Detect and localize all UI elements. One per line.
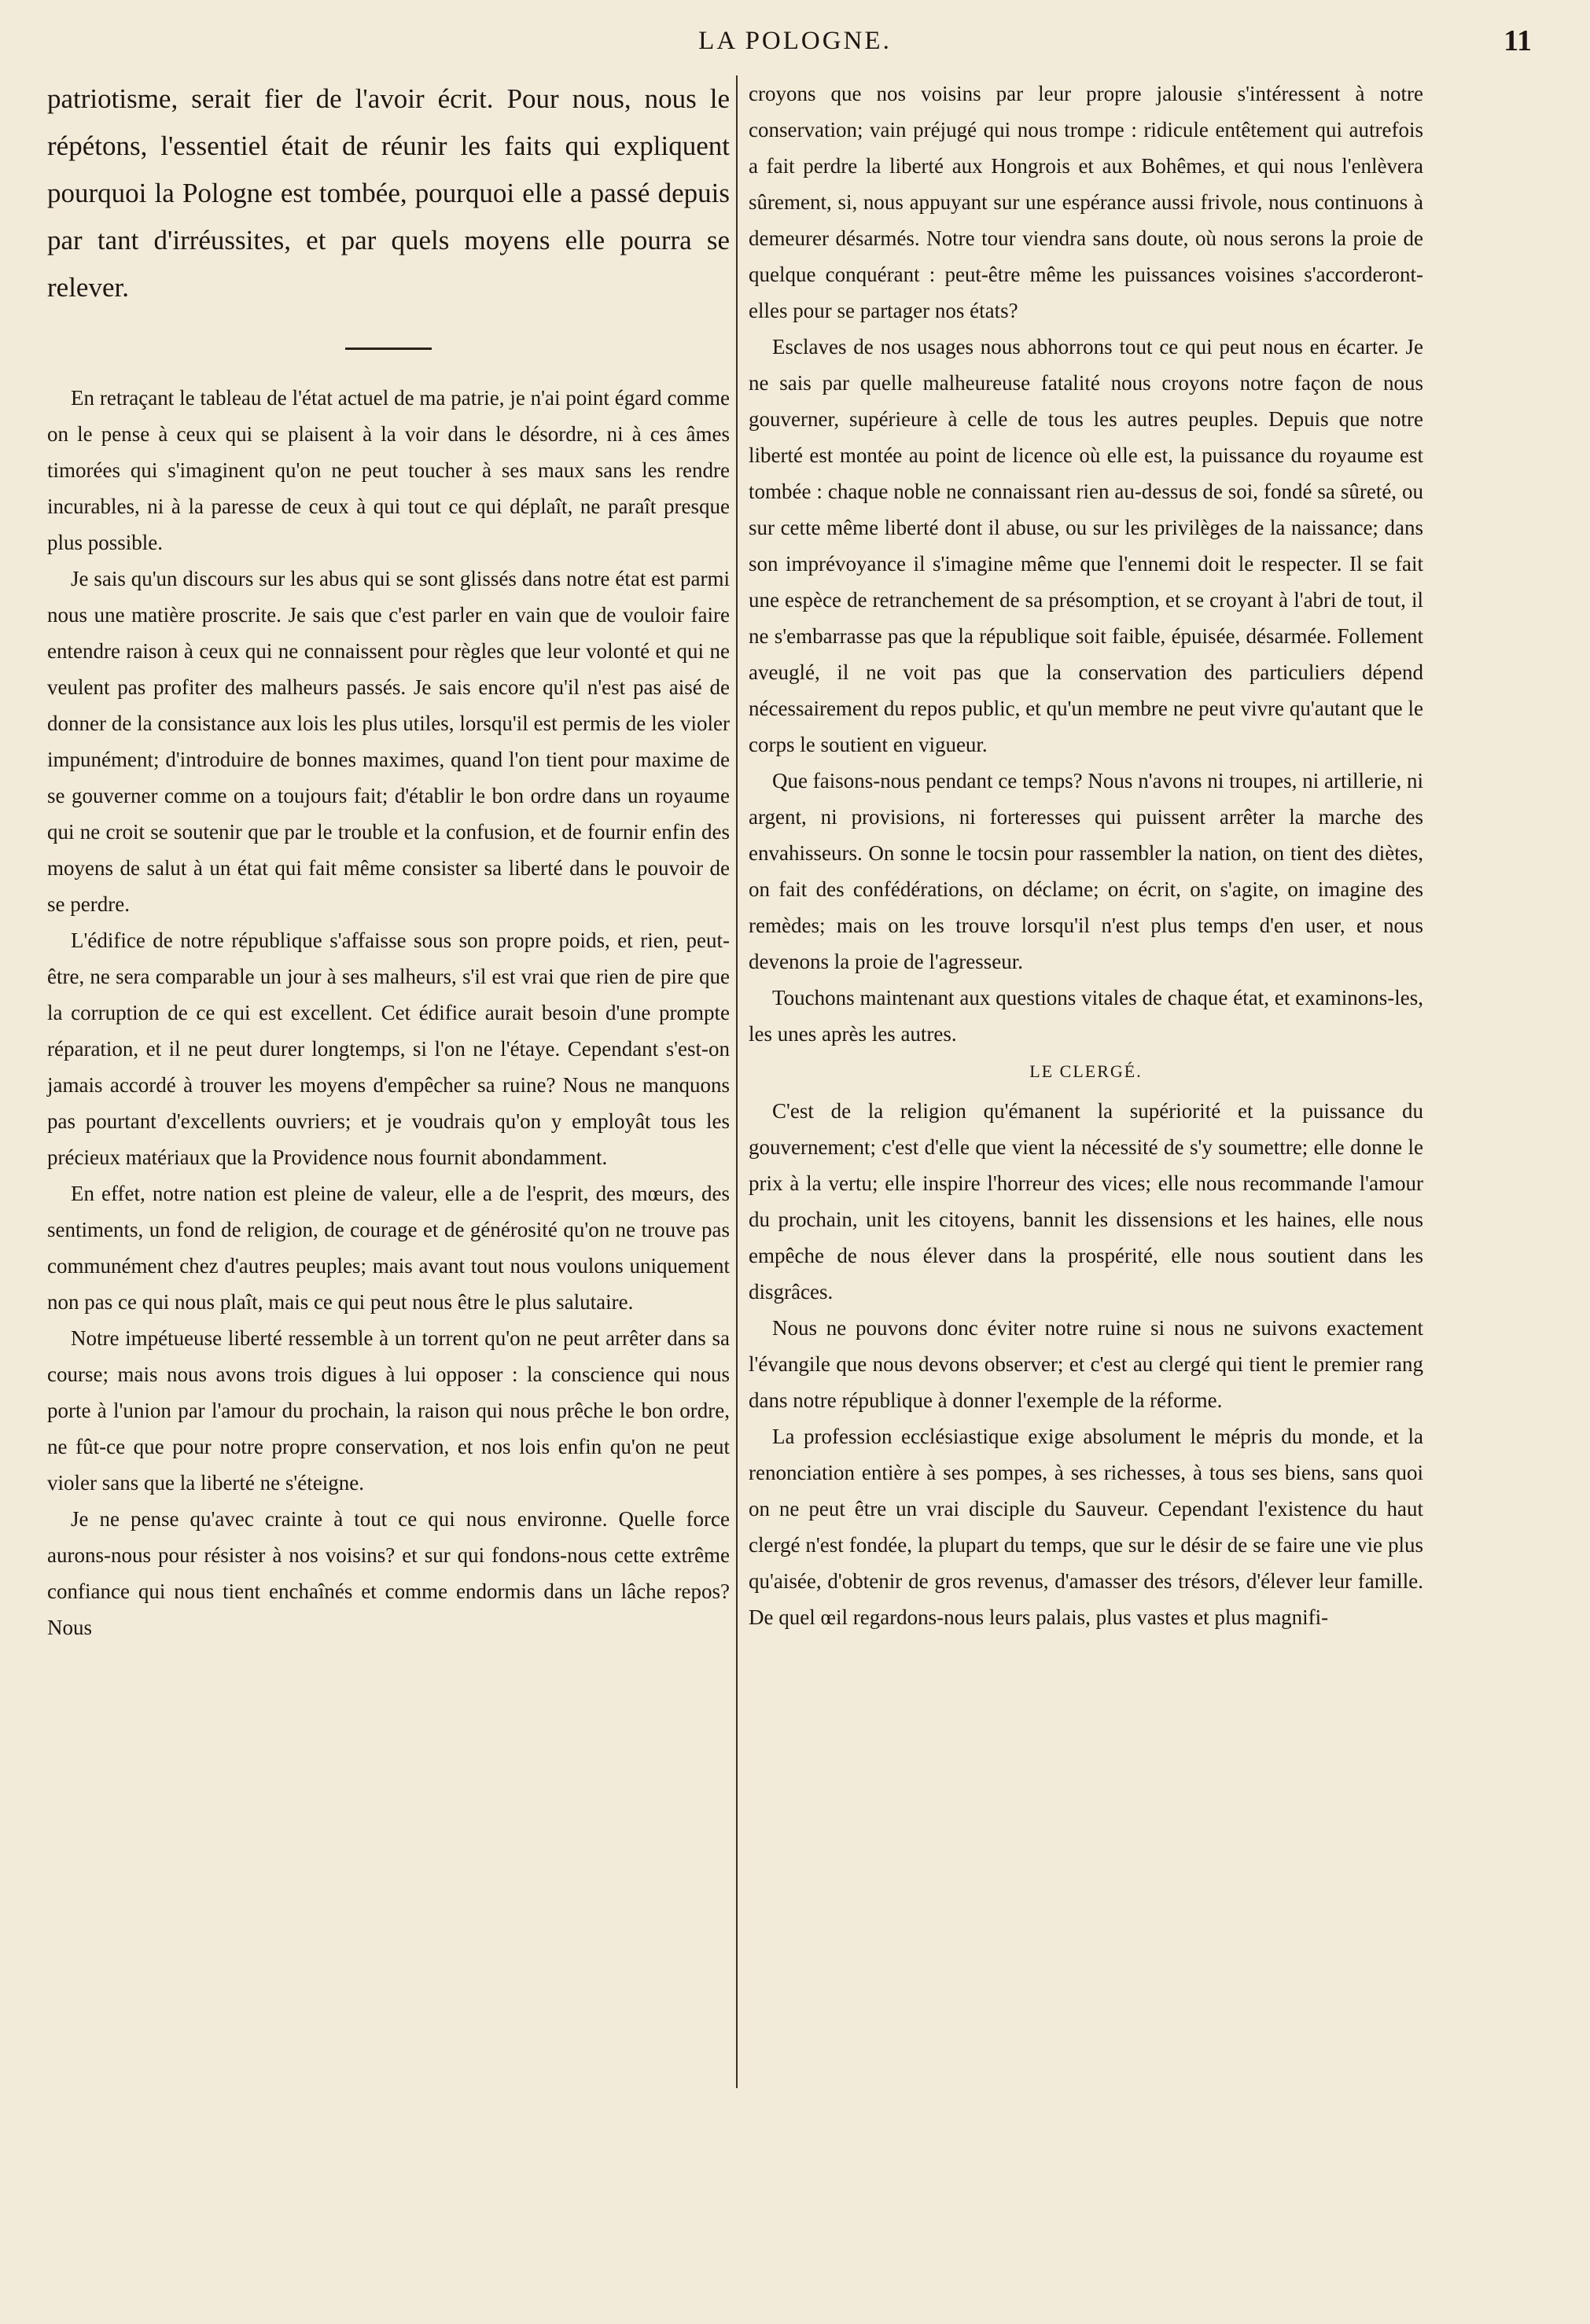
section-separator xyxy=(345,347,432,350)
running-title: LA POLOGNE. xyxy=(698,27,892,55)
paragraph: Nous ne pouvons donc éviter notre ruine si nous ne suivons exactement l'évangile que nous devons observer; et c'est au clergé qui tient le premier rang dans notre république à donner l'exemple de la réforme. xyxy=(749,1316,1423,1412)
paragraph: C'est de la religion qu'émanent la supériorité et la puissance du gouvernement; c'est d'elle que vient la nécessité de s'y soumettre; elle donne le prix à la vertu; elle inspire l'horreur des vices; elle nous recommande l'amour du prochain, unit les citoyens, bannit les dissensions et les haines, elle nous empêche de nous élever dans la prospérité, elle nous soutient dans les disgrâces. xyxy=(749,1099,1423,1304)
paragraph: Je ne pense qu'avec crainte à tout ce qui nous environne. Quelle force aurons-nous pour résister à nos voisins? et sur qui fondons-nous cette extrême confiance qui nous tient enchaînés et comme endormis dans un lâche repos? Nous xyxy=(47,1507,730,1639)
right-column xyxy=(749,75,1423,1635)
left-column xyxy=(47,75,730,1646)
page-number: 11 xyxy=(1504,24,1532,57)
paragraph: Touchons maintenant aux questions vitales de chaque état, et examinons-les, les unes après les autres. xyxy=(749,986,1423,1046)
running-head xyxy=(47,24,1543,58)
paragraph: Esclaves de nos usages nous abhorrons tout ce qui peut nous en écarter. Je ne sais par quelle malheureuse fatalité nous croyons notre façon de nous gouverner, supérieure à celle de tous les autres peuples. Depuis que notre liberté est montée au point de licence où elle est, la puissance du royaume est tombée : chaque noble ne connaissant rien au-dessus de soi, fondé sa sûreté, ou sur cette même liberté dont il abuse, ou sur les privilèges de la naissance; dans son imprévoyance il s'imagine même que l'ennemi doit le respecter. Il se fait une espèce de retranchement de sa présomption, et se croyant à l'abri de tout, il ne s'embarrasse pas que la république soit faible, épuisée, désarmée. Follement aveuglé, il ne voit pas que la conservation des particuliers dépend nécessairement du repos public, et qu'un membre ne peut vivre qu'autant que le corps le soutient en vigueur. xyxy=(749,335,1423,756)
section-title: LE CLERGÉ. xyxy=(1029,1061,1143,1081)
lead-paragraph: patriotisme, serait fier de l'avoir écrit. Pour nous, nous le répétons, l'essentiel était de réunir les faits qui expliquent pourquoi la Pologne est tombée, pourquoi elle a passé depuis par tant d'irréussites, et par quels moyens elle pourra se relever. xyxy=(47,83,730,303)
paragraph: Notre impétueuse liberté ressemble à un torrent qu'on ne peut arrêter dans sa course; mais nous avons trois digues à lui opposer : la conscience qui nous porte à l'union par l'amour du prochain, la raison qui nous prêche le bon ordre, ne fût-ce que pour notre propre conservation, et nos lois enfin qu'on ne peut violer sans que la liberté ne s'éteigne. xyxy=(47,1326,730,1495)
paragraph: Que faisons-nous pendant ce temps? Nous n'avons ni troupes, ni artillerie, ni argent, ni provisions, ni forteresses qui puissent arrêter la marche des envahisseurs. On sonne le tocsin pour rassembler la nation, on tient des diètes, on fait des confédérations, on déclame; on écrit, on s'agite, on imagine des remèdes; mais on les trouve lorsqu'il n'est plus temps d'en user, et nous devenons la proie de l'agresseur. xyxy=(749,769,1423,973)
paragraph: Je sais qu'un discours sur les abus qui se sont glissés dans notre état est parmi nous une matière proscrite. Je sais que c'est parler en vain que de vouloir faire entendre raison à ceux qui ne connaissent pour règles que leur volonté et qui ne veulent pas profiter des malheurs passés. Je sais encore qu'il n'est pas aisé de donner de la consistance aux lois les plus utiles, lorsqu'il est permis de les violer impunément; d'introduire de bonnes maximes, quand l'on tient pour maxime de se gouverner comme on a toujours fait; d'établir le bon ordre dans un royaume qui ne croit se soutenir que par le trouble et la confusion, et de fournir enfin des moyens de salut à un état qui fait même consister sa liberté dans le pouvoir de se perdre. xyxy=(47,567,730,916)
paragraph: La profession ecclésiastique exige absolument le mépris du monde, et la renonciation entière à ses pompes, à ses richesses, à tous ses biens, sans quoi on ne peut être un vrai disciple du Sauveur. Cependant l'existence du haut clergé n'est fondée, la plupart du temps, que sur le désir de se faire une vie plus qu'aisée, d'obtenir de gros revenus, d'amasser des trésors, d'élever leur famille. De quel œil regardons-nous leurs palais, plus vastes et plus magnifi- xyxy=(749,1425,1423,1629)
continued-paragraph: croyons que nos voisins par leur propre jalousie s'intéressent à notre conservation; vain préjugé qui nous trompe : ridicule entêtement qui autrefois a fait perdre la liberté aux Hongrois et aux Bohêmes, et qui nous l'enlèvera sûrement, si, nous appuyant sur une espérance aussi frivole, nous continuons à demeurer désarmés. Notre tour viendra sans doute, où nous serons la proie de quelque conquérant : peut-être même les puissances voisines s'accorderont-elles pour se partager nos états? xyxy=(749,82,1423,322)
column-divider xyxy=(736,75,738,2088)
paragraph: En retraçant le tableau de l'état actuel de ma patrie, je n'ai point égard comme on le pense à ceux qui se plaisent à la voir dans le désordre, ni à ces âmes timorées qui s'imaginent qu'on ne peut toucher à ses maux sans les rendre incurables, ni à la paresse de ceux à qui tout ce qui déplaît, ne paraît presque plus possible. xyxy=(47,386,730,554)
paragraph: En effet, notre nation est pleine de valeur, elle a de l'esprit, des mœurs, des sentiments, un fond de religion, de courage et de générosité qu'on ne trouve pas communément chez d'autres peuples; mais avant tout nous voulons uniquement non pas ce qui nous plaît, mais ce qui peut nous être le plus salutaire. xyxy=(47,1182,730,1314)
paragraph: L'édifice de notre république s'affaisse sous son propre poids, et rien, peut-être, ne sera comparable un jour à ses malheurs, s'il est vrai que rien de pire que la corruption de ce qui est excellent. Cet édifice aurait besoin d'une prompte réparation, et il ne peut durer longtemps, si l'on ne l'étaye. Cependant s'est-on jamais accordé à trouver les moyens d'empêcher sa ruine? Nous ne manquons pas pourtant d'excellents ouvriers; et je voudrais qu'on y employât tous les précieux matériaux que la Providence nous fournit abondamment. xyxy=(47,928,730,1169)
